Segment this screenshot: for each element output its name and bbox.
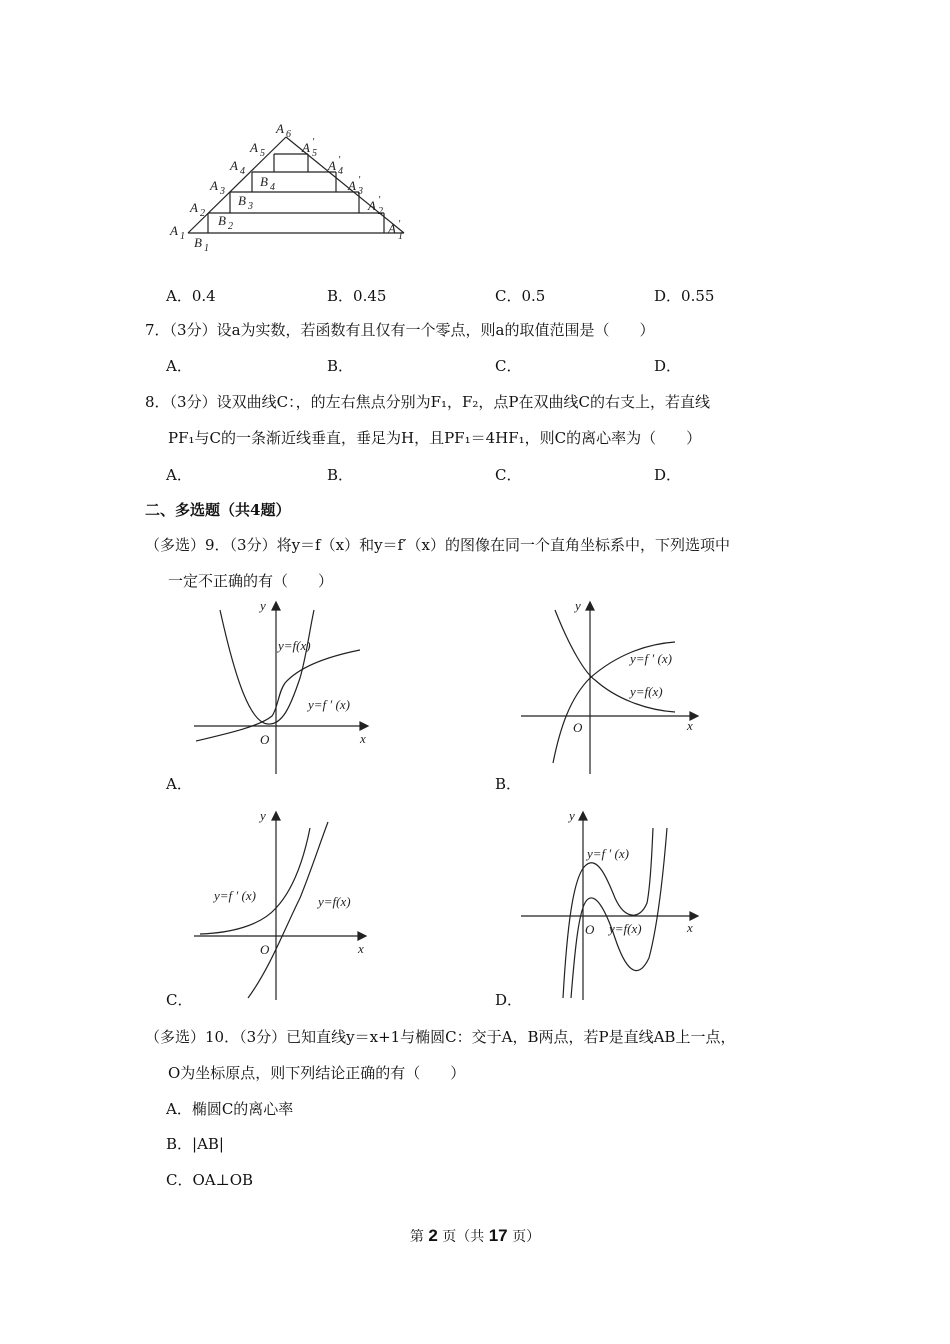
svg-text:O: O bbox=[260, 942, 270, 957]
label-B3: B bbox=[238, 193, 246, 208]
q9-option-c[interactable]: C． bbox=[166, 991, 193, 1009]
svg-text:y: y bbox=[260, 808, 266, 823]
label-A1p: A bbox=[388, 221, 396, 236]
q9-graph-d bbox=[515, 808, 705, 1003]
q10-option-b[interactable]: B．|AB| bbox=[166, 1135, 224, 1153]
svg-text:y=f ′ (x): y=f ′ (x) bbox=[214, 888, 256, 903]
q10-line1: （多选）10．（3分）已知直线y＝x+1与椭圆C：交于A，B两点，若P是直线AB上一点， bbox=[145, 1028, 736, 1046]
page-footer: 第 2 页（共 17 页） bbox=[409, 1226, 541, 1245]
page-total: 17 bbox=[488, 1226, 508, 1245]
svg-text:2: 2 bbox=[228, 221, 233, 232]
q6-figure bbox=[160, 115, 420, 255]
q9-option-a[interactable]: A． bbox=[166, 775, 192, 793]
svg-text:2: 2 bbox=[200, 208, 205, 219]
q10-option-c[interactable]: C．OA⊥OB bbox=[166, 1171, 254, 1189]
svg-text:2: 2 bbox=[378, 206, 383, 217]
svg-text:O: O bbox=[260, 732, 270, 747]
q8-line1: 8．（3分）设双曲线C：，的左右焦点分别为F₁，F₂，点P在双曲线C的右支上，若直线 bbox=[145, 393, 710, 411]
label-A1: A bbox=[170, 223, 178, 238]
label-A2: A bbox=[190, 200, 198, 215]
svg-text:y: y bbox=[260, 598, 266, 613]
svg-text:x: x bbox=[358, 941, 364, 956]
svg-text:y=f(x): y=f(x) bbox=[630, 684, 663, 699]
svg-text:4: 4 bbox=[240, 166, 245, 177]
svg-text:y=f(x): y=f(x) bbox=[278, 638, 311, 653]
svg-text:x: x bbox=[687, 718, 693, 733]
label-B2: B bbox=[218, 213, 226, 228]
label-A3: A bbox=[210, 178, 218, 193]
label-A4p: A bbox=[328, 158, 336, 173]
q7-option-b[interactable]: B． bbox=[327, 357, 354, 375]
label-A5p: A bbox=[302, 140, 310, 155]
svg-text:′: ′ bbox=[398, 219, 401, 230]
svg-text:y=f(x): y=f(x) bbox=[318, 894, 351, 909]
q7-text: 7．（3分）设a为实数，若函数有且仅有一个零点，则a的取值范围是（ ） bbox=[145, 321, 655, 339]
q8-line2: PF₁与C的一条渐近线垂直，垂足为H，且PF₁＝4HF₁，则C的离心率为（ ） bbox=[168, 429, 702, 447]
q9-option-b[interactable]: B． bbox=[495, 775, 522, 793]
q6-option-a[interactable]: A．0.4 bbox=[166, 287, 216, 305]
q6-option-c[interactable]: C．0.5 bbox=[495, 287, 546, 305]
svg-text:y=f(x): y=f(x) bbox=[609, 921, 642, 936]
q7-option-c[interactable]: C． bbox=[495, 357, 522, 375]
q8-option-c[interactable]: C． bbox=[495, 466, 522, 484]
svg-text:′: ′ bbox=[312, 137, 315, 148]
svg-text:y: y bbox=[569, 808, 575, 823]
label-B1: B bbox=[194, 235, 202, 250]
q9-line2: 一定不正确的有（ ） bbox=[168, 572, 334, 590]
svg-text:1: 1 bbox=[180, 231, 185, 242]
q10-option-a[interactable]: A．椭圆C的离心率 bbox=[166, 1100, 294, 1118]
svg-text:x: x bbox=[360, 731, 366, 746]
svg-text:y=f ′ (x): y=f ′ (x) bbox=[308, 697, 350, 712]
svg-text:O: O bbox=[573, 720, 583, 735]
label-B4: B bbox=[260, 174, 268, 189]
svg-text:′: ′ bbox=[338, 155, 341, 166]
q10-line2: O为坐标原点，则下列结论正确的有（ ） bbox=[168, 1064, 466, 1082]
q8-option-d[interactable]: D． bbox=[654, 466, 682, 484]
svg-text:1: 1 bbox=[204, 243, 209, 254]
q6-option-d[interactable]: D．0.55 bbox=[654, 287, 715, 305]
svg-text:3: 3 bbox=[220, 186, 225, 197]
q6-option-b[interactable]: B．0.45 bbox=[327, 287, 387, 305]
svg-text:5: 5 bbox=[312, 148, 317, 159]
q9-graph-a bbox=[190, 598, 380, 778]
svg-text:y=f ′ (x): y=f ′ (x) bbox=[630, 651, 672, 666]
q9-graph-c bbox=[190, 808, 380, 1003]
q9-option-d[interactable]: D． bbox=[495, 991, 523, 1009]
svg-text:3: 3 bbox=[248, 201, 253, 212]
label-A2p: A bbox=[368, 198, 376, 213]
q7-option-d[interactable]: D． bbox=[654, 357, 682, 375]
svg-text:O: O bbox=[585, 922, 595, 937]
svg-text:′: ′ bbox=[378, 195, 381, 206]
page-number: 2 bbox=[428, 1226, 438, 1245]
svg-text:y: y bbox=[575, 598, 581, 613]
svg-text:′: ′ bbox=[358, 175, 361, 186]
q8-option-b[interactable]: B． bbox=[327, 466, 354, 484]
q9-line1: （多选）9．（3分）将y＝f（x）和y＝f′（x）的图像在同一个直角坐标系中，下列选项中 bbox=[145, 536, 730, 554]
q8-option-a[interactable]: A． bbox=[166, 466, 192, 484]
svg-text:3: 3 bbox=[358, 186, 363, 197]
q7-option-a[interactable]: A． bbox=[166, 357, 192, 375]
svg-text:y=f ′ (x): y=f ′ (x) bbox=[587, 846, 629, 861]
q9-graph-b bbox=[515, 598, 705, 778]
label-A6: A bbox=[276, 121, 284, 136]
svg-text:4: 4 bbox=[338, 166, 343, 177]
svg-text:6: 6 bbox=[286, 129, 291, 140]
svg-text:4: 4 bbox=[270, 182, 275, 193]
svg-text:1: 1 bbox=[398, 231, 403, 242]
label-A5: A bbox=[250, 140, 258, 155]
section-heading: 二、多选题（共4题） bbox=[145, 501, 291, 519]
label-A3p: A bbox=[348, 178, 356, 193]
svg-text:x: x bbox=[687, 920, 693, 935]
label-A4: A bbox=[230, 158, 238, 173]
svg-text:5: 5 bbox=[260, 148, 265, 159]
